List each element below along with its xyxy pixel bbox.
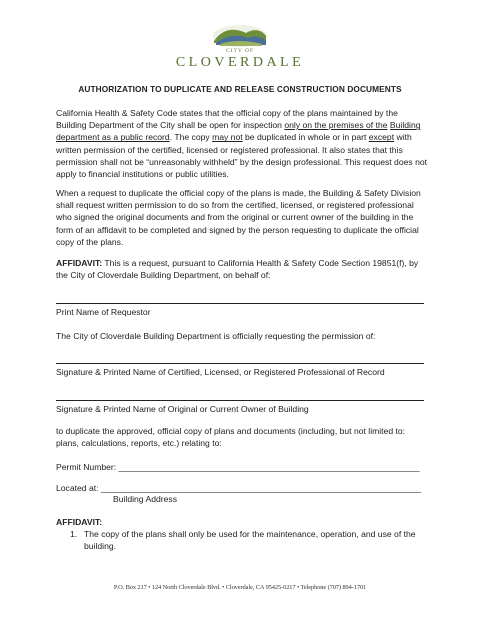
intro-underline-3: may not bbox=[212, 132, 243, 143]
affidavit-list-label: AFFIDAVIT: bbox=[56, 517, 103, 527]
professional-label: Signature & Printed Name of Certified, Licensed, or Registered Professional of Record bbox=[56, 367, 385, 377]
affidavit-item-text: The copy of the plans shall only be used for the maintenance, operation, and use of the building. bbox=[84, 529, 416, 552]
logo-city-of: CITY OF bbox=[225, 48, 255, 54]
affidavit-request-paragraph bbox=[56, 257, 428, 281]
requestor-signature-line[interactable] bbox=[56, 303, 424, 304]
located-at-field[interactable]: Located at: ___________________________________________________________________ bbox=[56, 483, 422, 493]
intro-text-4: with written permission of the certified, licensed or registered professional. It also states that this permission shall not be “unreasonably withheld” by the design professional. This request does not apply to financial institutions or public utilities. bbox=[56, 132, 428, 180]
intro-text-3: be duplicated in whole or in part bbox=[242, 132, 369, 143]
building-address-label: Building Address bbox=[113, 494, 178, 504]
affidavit-request-text: This is a request, pursuant to California Health & Safety Code Section 19851(f), by the City of Cloverdale Building Department, on behalf of: bbox=[56, 258, 419, 281]
owner-signature-line[interactable] bbox=[56, 400, 424, 401]
permit-number-field[interactable]: Permit Number: _______________________________________________________________ bbox=[56, 462, 420, 472]
requestor-label: Print Name of Requestor bbox=[56, 307, 151, 317]
request-paragraph: When a request to duplicate the official copy of the plans is made, the Building & Safety Division shall request written permission to do so from the certified, licensed, or registered professional who signed the original documents and from the original or current owner of the building in the form of an affidavit to be completed and signed by the person requesting to duplicate the official copy of the plans. bbox=[56, 188, 421, 247]
intro-text-2: . The copy bbox=[169, 132, 213, 143]
logo-city-name: CLOVERDALE bbox=[175, 55, 305, 70]
permission-request-text: The City of Cloverdale Building Department is officially requesting the permission of: bbox=[56, 331, 376, 341]
owner-label: Signature & Printed Name of Original or Current Owner of Building bbox=[56, 404, 309, 414]
affidavit-item-number: 1. bbox=[70, 529, 78, 539]
city-logo bbox=[170, 24, 310, 76]
professional-signature-line[interactable] bbox=[56, 363, 424, 364]
intro-underline-4: except bbox=[368, 132, 395, 143]
affidavit-label: AFFIDAVIT: bbox=[56, 258, 103, 268]
document-title: AUTHORIZATION TO DUPLICATE AND RELEASE CONSTRUCTION DOCUMENTS bbox=[78, 84, 402, 94]
footer-address: P.O. Box 217 • 124 North Cloverdale Blvd. • Cloverdale, CA 95425-0217 • Telephone (707) 894-1701 bbox=[113, 584, 367, 591]
duplicate-scope-paragraph: to duplicate the approved, official copy of plans and documents (including, but not limited to: plans, calculations, reports, etc.) relating to: bbox=[56, 426, 406, 449]
intro-underline-1: only on the premises of the bbox=[284, 120, 388, 131]
intro-paragraph bbox=[56, 107, 428, 180]
intro-text-1: California Health & Safety Code states that the official copy of the plans maintained by the Building Department of the City shall be open for inspection bbox=[56, 108, 398, 131]
hills-icon bbox=[212, 24, 268, 48]
intro-underline-2: Building department as a public record bbox=[56, 120, 421, 143]
